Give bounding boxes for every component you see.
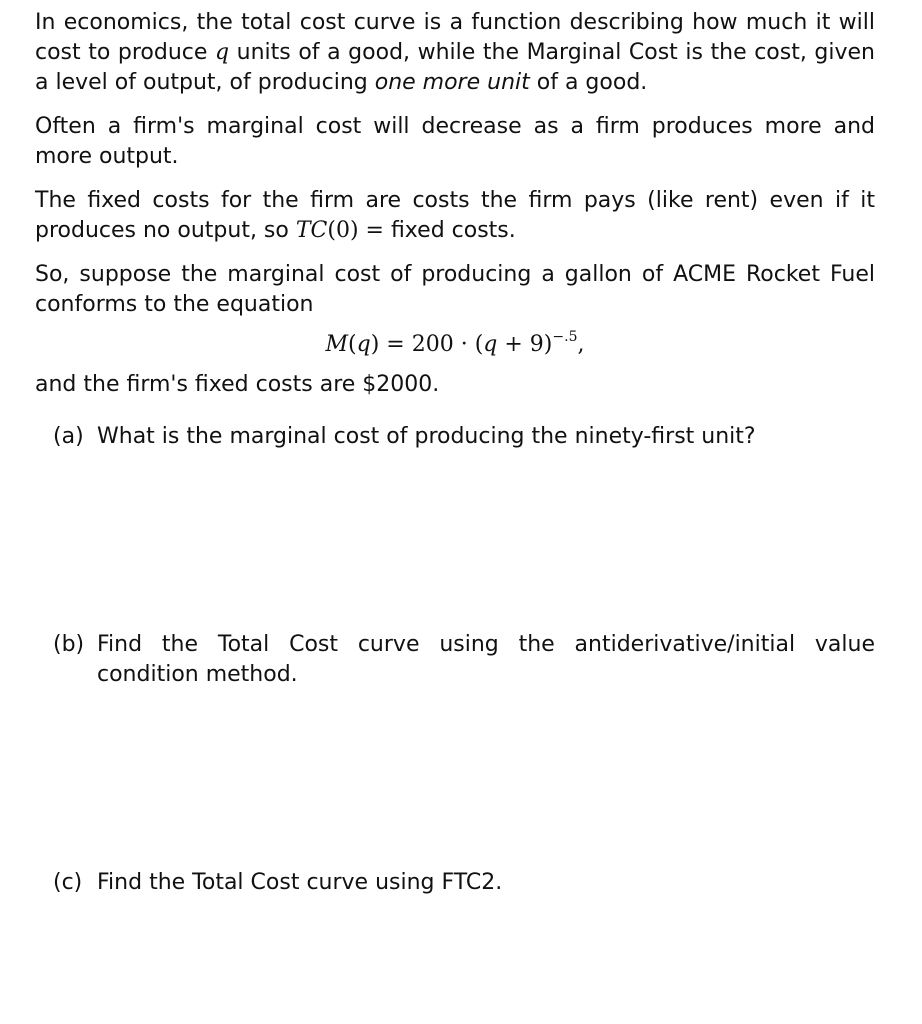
intro-paragraph [35,8,875,98]
question-a-text: What is the marginal cost of producing the ninety-first unit? [97,424,756,449]
eq-var-q1: q [356,332,371,357]
question-b-label: (b) [53,632,85,657]
question-c-label: (c) [53,870,83,895]
marginal-cost-equation [35,330,875,360]
question-b [35,630,875,690]
eq-mid: ) = 200 · ( [370,332,484,357]
math-tc: TC [295,218,328,243]
suppose-paragraph: So, suppose the marginal cost of producing a gallon of ACME Rocket Fuel conforms to the equation [35,262,875,317]
fixed-costs-value-paragraph: and the firm's fixed costs are $2000. [35,372,440,397]
eq-var-q2: q [483,332,498,357]
intro-text-2: units of a good, while the Marginal Cost is the cost, given a level of output, of producing [35,40,876,95]
marginal-cost-paragraph: Often a firm's marginal cost will decrease as a firm produces more and more output. [35,114,875,169]
fixed-cost-tail: fixed costs. [390,218,516,243]
document-page [35,8,875,898]
eq-fn-m: M [325,332,349,357]
intro-text-3: of a good. [529,70,648,95]
eq-comma: , [577,332,585,357]
eq-open: ( [348,332,357,357]
eq-exponent: −.5 [552,329,578,345]
question-a [35,422,875,452]
question-c-text: Find the Total Cost curve using FTC2. [97,870,503,895]
question-a-label: (a) [53,424,84,449]
question-c [35,868,875,898]
eq-rest: + 9) [497,332,553,357]
variable-q: q [215,40,230,65]
math-tc-arg: (0) = [327,218,391,243]
fixed-cost-paragraph [35,186,875,246]
intro-text-1: In economics, the total cost curve is a function describing how much it will cost to produce [35,10,875,65]
fixed-cost-text: The fixed costs for the firm are costs the firm pays (like rent) even if it produces no output, so [35,188,875,243]
question-b-text: Find the Total Cost curve using the antiderivative/initial value condition method. [97,632,875,687]
emphasis-one-more-unit: one more unit [374,70,530,95]
